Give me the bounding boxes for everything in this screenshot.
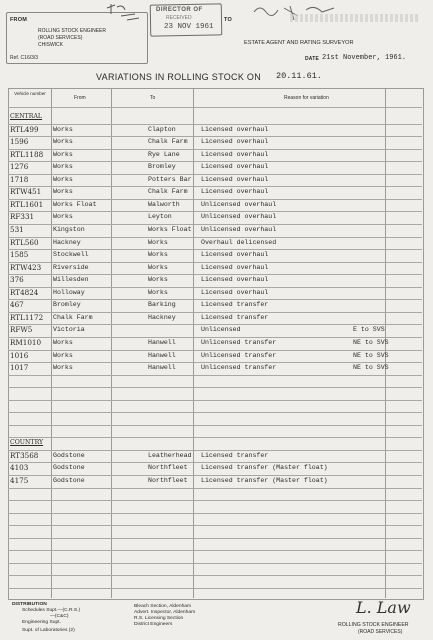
- reason-cell: Licensed overhaul: [201, 276, 269, 284]
- extra-note-cell: [353, 237, 413, 249]
- from-cell: Works: [53, 163, 73, 171]
- page-title: VARIATIONS IN ROLLING STOCK ON: [96, 72, 262, 82]
- to-line-1: ESTATE AGENT AND RATING SURVEYOR: [244, 40, 354, 46]
- table-row: [8, 324, 422, 336]
- to-cell: Clapton: [148, 125, 176, 133]
- table-row: [8, 199, 422, 211]
- distribution-left-2: —(C&C): [50, 614, 69, 619]
- to-cell: Walworth: [148, 200, 180, 208]
- from-cell: Works: [53, 351, 73, 359]
- from-cell: Works: [53, 213, 73, 221]
- from-cell: Works Float: [53, 200, 97, 208]
- reason-cell: Licensed overhaul: [201, 188, 269, 196]
- empty-row-divider: [8, 575, 422, 576]
- distribution-left-3: Engineering Supt.: [22, 620, 61, 625]
- extra-note-cell: [353, 211, 413, 223]
- section-heading-row: [8, 111, 422, 123]
- vehicle-number: 376: [10, 275, 24, 285]
- from-line-2: (ROAD SERVICES): [38, 35, 83, 41]
- vehicle-number: 1718: [10, 174, 29, 184]
- section-name: COUNTRY: [10, 439, 44, 447]
- to-cell: Leatherhead: [148, 451, 192, 459]
- reason-cell: Licensed transfer: [201, 313, 269, 321]
- extra-note-cell: [353, 274, 413, 286]
- vehicle-number: 1017: [10, 363, 29, 372]
- from-cell: Works: [53, 150, 73, 158]
- extra-note-cell: [353, 199, 413, 211]
- table-row: [8, 337, 422, 349]
- distribution-left-1: Schedules Supt.—(C.R.S.): [22, 608, 81, 613]
- from-cell: Stockwell: [53, 251, 89, 259]
- from-cell: Willesden: [53, 276, 89, 284]
- reason-cell: Licensed overhaul: [201, 163, 269, 171]
- empty-row-divider: [8, 550, 422, 551]
- extra-note-cell: [353, 450, 413, 462]
- extra-note-cell: NE to SVS: [353, 338, 389, 346]
- extra-note-cell: [353, 224, 413, 236]
- to-cell: Hackney: [148, 313, 176, 321]
- vehicle-number: RTW423: [10, 262, 42, 272]
- vehicle-number: 4175: [10, 476, 29, 485]
- to-cell: Bromley: [148, 163, 176, 171]
- vehicle-number: RTL1188: [10, 149, 44, 159]
- to-cell: Leyton: [148, 213, 172, 221]
- vehicle-number: RTL560: [10, 237, 39, 247]
- to-cell: Hanwell: [148, 338, 176, 346]
- table-row: [8, 124, 422, 136]
- to-cell: Hanwell: [148, 364, 176, 371]
- table-row: [8, 161, 422, 173]
- to-cell: Works Float: [148, 226, 192, 233]
- empty-row-divider: [8, 387, 422, 388]
- from-cell: Works: [53, 364, 73, 371]
- reason-cell: Licensed overhaul: [201, 138, 269, 146]
- to-cell: Works: [148, 288, 168, 296]
- vehicle-number: 1016: [10, 350, 29, 360]
- vehicle-number: 531: [10, 225, 24, 234]
- table-row: [8, 350, 422, 362]
- empty-row-divider: [8, 412, 422, 413]
- row-divider: [8, 488, 422, 489]
- vehicle-number: RM1010: [10, 337, 42, 347]
- vehicle-number: 1596: [10, 137, 29, 147]
- table-row: [8, 362, 422, 374]
- vehicle-number: RF331: [10, 212, 35, 222]
- col-header-reason: Reason for variation: [284, 95, 329, 101]
- sign-sub: (ROAD SERVICES): [358, 629, 403, 635]
- to-cell: Works: [148, 263, 168, 271]
- from-cell: Kingston: [53, 226, 85, 233]
- table-row: [8, 312, 422, 324]
- from-cell: Victoria: [53, 326, 85, 334]
- distribution-mid-4: District Engineers: [134, 622, 173, 627]
- empty-row-divider: [8, 425, 422, 426]
- reason-cell: Licensed overhaul: [201, 175, 269, 183]
- section-heading-row: [8, 437, 422, 449]
- vehicle-number: RTL1601: [10, 199, 44, 209]
- from-cell: Works: [53, 125, 73, 133]
- vehicle-number: 1585: [10, 250, 29, 260]
- to-label: TO: [224, 17, 232, 23]
- sign-title: ROLLING STOCK ENGINEER: [338, 622, 409, 628]
- empty-row-divider: [8, 538, 422, 539]
- table-row: [8, 249, 422, 261]
- from-cell: Godstone: [53, 477, 85, 484]
- to-cell: Hanwell: [148, 351, 176, 359]
- empty-row-divider: [8, 513, 422, 514]
- table-row: [8, 237, 422, 249]
- extra-note-cell: [353, 462, 413, 474]
- table-row: [8, 174, 422, 186]
- vehicle-number: 1276: [10, 162, 29, 172]
- reason-cell: Licensed overhaul: [201, 263, 269, 271]
- extra-note-cell: E to SVS: [353, 326, 385, 334]
- from-line-3: CHISWICK: [38, 42, 63, 48]
- to-cell: Works: [148, 276, 168, 284]
- table-row: [8, 149, 422, 161]
- handwritten-scribble-left: [105, 2, 145, 26]
- from-cell: Chalk Farm: [53, 313, 93, 321]
- extra-note-cell: [353, 149, 413, 161]
- reason-cell: Unlicensed overhaul: [201, 200, 277, 208]
- extra-note-cell: NE to SVS: [353, 351, 389, 359]
- table-row: [8, 450, 422, 462]
- from-cell: Godstone: [53, 464, 85, 472]
- to-box-faded-text: [290, 14, 418, 22]
- from-cell: Bromley: [53, 301, 81, 309]
- header-underline: [8, 107, 422, 108]
- empty-row-divider: [8, 563, 422, 564]
- to-cell: Works: [148, 238, 168, 246]
- extra-note-cell: [353, 124, 413, 136]
- distribution-left-4: Supt. of Laboratories (2): [22, 628, 75, 633]
- table-row: [8, 299, 422, 311]
- stamp-line-2: RECEIVED: [166, 15, 192, 21]
- reason-cell: Licensed transfer: [201, 301, 269, 309]
- extra-note-cell: NE to SVS: [353, 364, 389, 371]
- from-cell: Works: [53, 138, 73, 146]
- reason-cell: Unlicensed transfer: [201, 338, 277, 346]
- to-cell: Barking: [148, 301, 176, 309]
- extra-note-cell: [353, 136, 413, 148]
- from-cell: Riverside: [53, 263, 89, 271]
- table-row: [8, 475, 422, 487]
- from-cell: Hackney: [53, 238, 81, 246]
- vehicle-number: RTW451: [10, 187, 42, 197]
- to-cell: Chalk Farm: [148, 188, 188, 196]
- reason-cell: Licensed overhaul: [201, 288, 269, 296]
- reason-cell: Unlicensed: [201, 326, 241, 334]
- reason-cell: Licensed overhaul: [201, 150, 269, 158]
- col-header-to: To: [150, 95, 156, 101]
- reason-cell: Unlicensed transfer: [201, 364, 277, 371]
- row-divider: [8, 375, 422, 376]
- from-cell: Godstone: [53, 451, 85, 459]
- reason-cell: Licensed transfer (Master float): [201, 477, 328, 484]
- reason-cell: Unlicensed overhaul: [201, 213, 277, 221]
- vehicle-number: 4103: [10, 463, 29, 473]
- table-row: [8, 462, 422, 474]
- extra-note-cell: [353, 249, 413, 261]
- date-value: 21st November, 1961.: [322, 54, 407, 62]
- reason-cell: Unlicensed transfer: [201, 351, 277, 359]
- to-cell: Rye Lane: [148, 150, 180, 158]
- reason-cell: Licensed transfer: [201, 451, 269, 459]
- to-cell: Chalk Farm: [148, 138, 188, 146]
- table-row: [8, 211, 422, 223]
- from-cell: Works: [53, 175, 73, 183]
- stamp-line-1: DIRECTOR OF: [156, 7, 203, 13]
- section-name: CENTRAL: [10, 113, 43, 120]
- title-date: 20.11.61.: [276, 71, 322, 81]
- ref-number: Ref. C16/3/3: [10, 55, 39, 61]
- col-header-from: From: [74, 95, 86, 101]
- extra-note-cell: [353, 262, 413, 274]
- stamp-date: 23 NOV 1961: [164, 23, 214, 31]
- table-row: [8, 224, 422, 236]
- to-cell: Potters Bar: [148, 175, 192, 183]
- extra-note-cell: [353, 299, 413, 311]
- empty-row-divider: [8, 500, 422, 501]
- reason-cell: Unlicensed overhaul: [201, 226, 277, 233]
- table-row: [8, 262, 422, 274]
- vehicle-number: RTL499: [10, 124, 39, 134]
- distribution-mid-1: Bleach Section, Aldenham: [134, 604, 192, 609]
- reason-cell: Licensed overhaul: [201, 125, 269, 133]
- vehicle-number: 467: [10, 300, 24, 310]
- extra-note-cell: [353, 174, 413, 186]
- distribution-label: DISTRIBUTION: [12, 602, 47, 607]
- reason-cell: Overhaul delicensed: [201, 238, 277, 246]
- extra-note-cell: [353, 161, 413, 173]
- to-cell: Works: [148, 251, 168, 259]
- reason-cell: Licensed overhaul: [201, 251, 269, 259]
- to-cell: Northfleet: [148, 477, 188, 484]
- signature: L. Law: [356, 598, 411, 617]
- vehicle-number: RFW5: [10, 325, 33, 335]
- from-cell: Works: [53, 188, 73, 196]
- date-label: DATE: [305, 56, 320, 62]
- from-line-1: ROLLING STOCK ENGINEER: [38, 28, 106, 34]
- from-label: FROM: [10, 17, 27, 23]
- table-row: [8, 287, 422, 299]
- extra-note-cell: [353, 312, 413, 324]
- table-row: [8, 274, 422, 286]
- extra-note-cell: [353, 475, 413, 487]
- distribution-mid-3: R.S. Licensing Section: [134, 616, 184, 621]
- vehicle-number: RT3568: [10, 450, 39, 460]
- empty-row-divider: [8, 525, 422, 526]
- vehicle-number: RTL1172: [10, 312, 44, 322]
- table-row: [8, 186, 422, 198]
- col-header-vehicle: Vehicle number: [14, 91, 46, 96]
- extra-note-cell: [353, 287, 413, 299]
- empty-row-divider: [8, 400, 422, 401]
- distribution-mid-2: Advert. Inspector, Aldenham: [134, 610, 196, 615]
- reason-cell: Licensed transfer (Master float): [201, 464, 328, 472]
- to-cell: Northfleet: [148, 464, 188, 472]
- from-cell: Works: [53, 338, 73, 346]
- vehicle-number: RT4824: [10, 287, 39, 297]
- table-row: [8, 136, 422, 148]
- extra-note-cell: [353, 186, 413, 198]
- from-cell: Holloway: [53, 288, 85, 296]
- empty-row-divider: [8, 588, 422, 589]
